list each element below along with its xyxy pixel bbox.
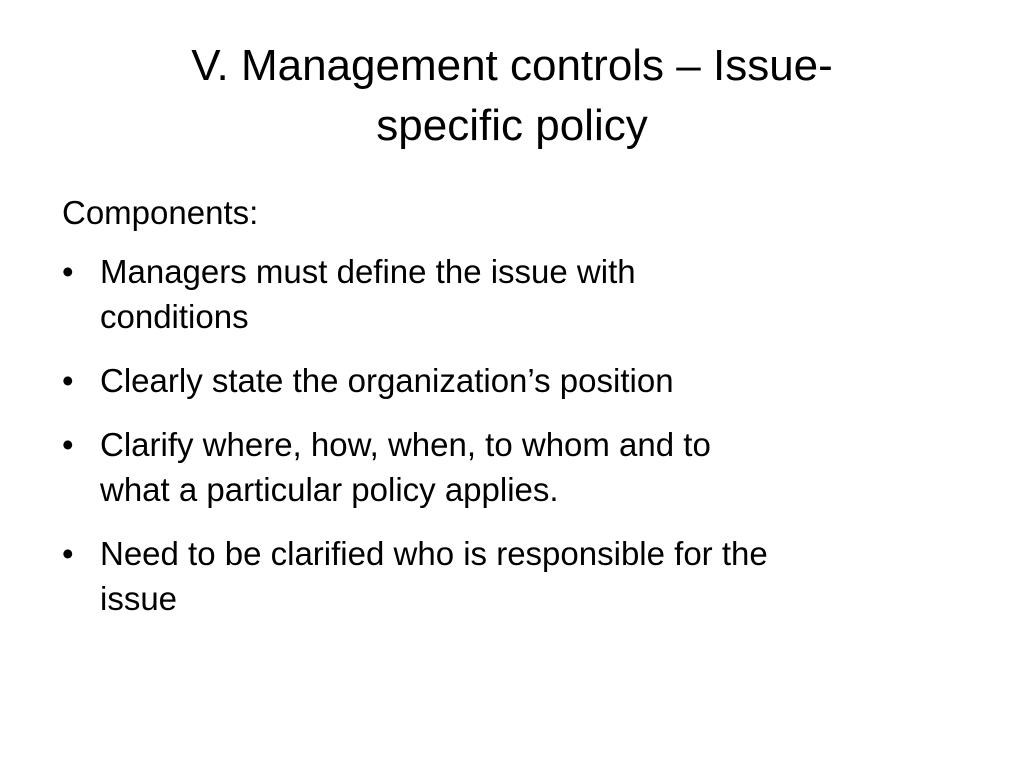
bullet-text — [100, 531, 962, 621]
bullet-item — [62, 531, 962, 621]
bullet-line: Need to be clarified who is responsible for the — [100, 535, 768, 572]
components-heading: Components: — [62, 194, 259, 231]
bullet-line: what a particular policy applies. — [100, 471, 559, 508]
bullet-icon: • — [62, 426, 74, 463]
bullet-text — [100, 249, 962, 339]
bullet-icon: • — [62, 362, 74, 399]
bullet-line: issue — [100, 580, 178, 617]
bullet-line: Clearly state the organization’s position — [100, 362, 674, 399]
bullet-item — [62, 422, 962, 512]
slide-title-line: V. Management controls – Issue- — [191, 41, 833, 90]
bullet-item — [62, 358, 962, 403]
bullet-icon: • — [62, 253, 74, 290]
bullet-item — [62, 249, 962, 339]
bullet-text — [100, 358, 962, 403]
bullet-icon: • — [62, 535, 74, 572]
bullet-line: conditions — [100, 298, 249, 335]
bullet-list — [62, 249, 962, 621]
slide-title — [80, 36, 944, 156]
bullet-line: Managers must define the issue with — [100, 253, 636, 290]
slide-body — [62, 190, 962, 640]
slide-title-line: specific policy — [376, 101, 648, 150]
bullet-text — [100, 422, 962, 512]
bullet-line: Clarify where, how, when, to whom and to — [100, 426, 711, 463]
